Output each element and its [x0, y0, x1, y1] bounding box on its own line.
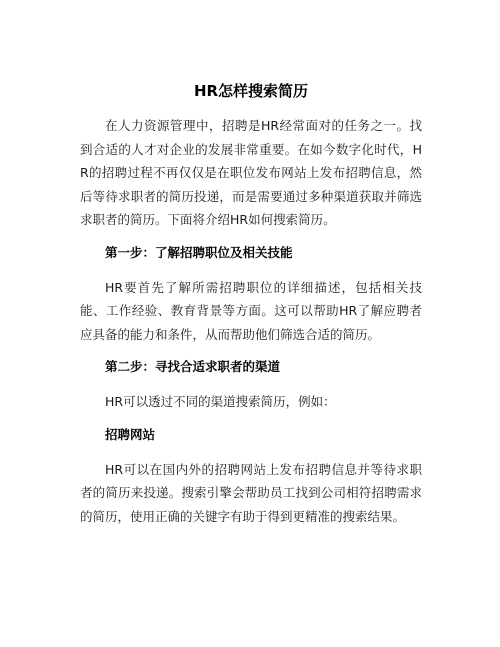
recruitment-sites-heading: 招聘网站	[105, 426, 156, 442]
document-title: HR怎样搜索简历	[193, 82, 309, 100]
step2-paragraph: HR可以透过不同的渠道搜索简历，例如：	[105, 394, 336, 409]
step2-heading: 第二步：寻找合适求职者的渠道	[105, 359, 281, 374]
step1-heading: 第一步：了解招聘职位及相关技能	[105, 244, 293, 260]
step1-paragraph: HR要首先了解所需招聘职位的详细描述，包括相关技能、工作经验、教育背景等方面。这可以帮助HR了解应聘者应具备的能力和条件，从而帮助他们筛选合适的简历。	[80, 279, 422, 342]
recruitment-sites-paragraph: HR可以在国内外的招聘网站上发布招聘信息并等待求职者的简历来投递。搜索引擎会帮助员工找到公司相符招聘需求的简历，使用正确的关键字有助于得到更精准的搜索结果。	[80, 461, 422, 524]
intro-paragraph: 在人力资源管理中，招聘是HR经常面对的任务之一。找到合适的人才对企业的发展非常重要。在如今数字化时代，HR的招聘过程不再仅仅是在职位发布网站上发布招聘信息，然后等待求职者的简历投递，而是需要通过多种渠道获取并筛选求职者的简历。下面将介绍HR如何搜索简历。	[80, 118, 422, 227]
